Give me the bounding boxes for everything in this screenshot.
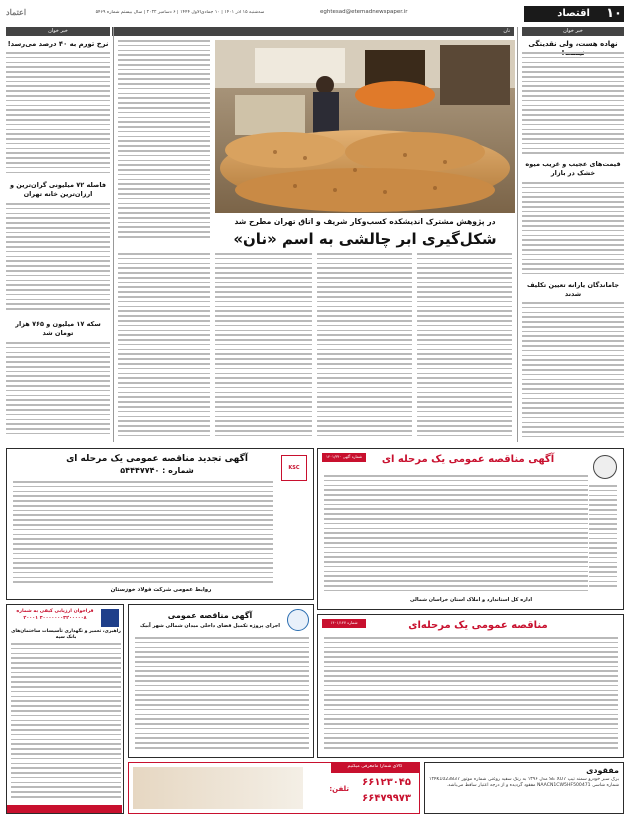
main-body-col-4 [118, 253, 210, 443]
ad-lost-document [424, 762, 624, 814]
lost-title: مفقودی [586, 766, 619, 775]
bakery-photo [215, 40, 515, 213]
left-kicker: خبر خوان [6, 27, 110, 36]
phone-caption: تلفن: [329, 785, 349, 793]
ad-left-top-footer: روابط عمومی شرکت فولاد خوزستان [110, 587, 212, 593]
ad-right-bottom-title: مناقصه عمومی یک مرحله‌ای [408, 620, 548, 631]
main-body-col-2 [317, 253, 412, 443]
ad-mid-bottom-body [135, 637, 309, 755]
main-side-text [118, 40, 210, 245]
ad-left-bottom-subtitle: راهبری، تعمیر و نگهداری تأسیسات ساختمان‌های بانک سپه [11, 629, 121, 640]
right-headline-2: قیمت‌های عجیب و غریب میوه خشک در بازار [525, 160, 621, 177]
ksc-logo-text: KSC [288, 465, 300, 471]
ad-bank-left-bottom [6, 604, 124, 814]
tender2-badge-text: شماره ۱۴۰۱/۱۴۷ [330, 620, 358, 625]
ad-right-top-footer: اداره کل استاندارد و املاک استان خراسان شمالی [409, 597, 533, 603]
website-text: eghtesad@etemadnewspaper.ir [320, 9, 408, 15]
right-headline-1: نهاده هست، ولی نقدینگی [528, 40, 618, 48]
ad-left-bottom-body [11, 643, 121, 803]
left-article-1-body [6, 52, 110, 177]
left-headline-2: فاصله ۷۲ میلیونی گران‌ترین و ارزان‌ترین خانه تهران [9, 181, 107, 198]
left-article-3-body [6, 342, 110, 442]
ad-tender-mid-bottom [128, 604, 314, 758]
bakery-photo-illustration [215, 40, 515, 213]
right-headline-3: جاماندگان یارانه تعیین تکلیف شدند [526, 281, 620, 298]
ad-left-bottom-title: فراخوان ارزیابی کیفی به شماره ۴۰۰۰۰۰۰۰۳۲۰۰۰۰۰۸ ۲۰۰۰۱ [16, 609, 94, 621]
main-kicker: نان [112, 27, 514, 36]
emblem-icon [593, 455, 617, 479]
section-title: اقتصاد [557, 8, 590, 19]
ad-right-top-body-2 [589, 485, 617, 595]
main-title: شکل‌گیری ابر چالشی به اسم «نان» [233, 230, 497, 248]
lost-body: برگ سبز خودرو سمند تیپ SE XU7 مدل ۱۳۹۶ به رنگ سفید روغنی شماره موتور ۱۲۴K1023837 شماره شاسی NAACN1CW5HF500471 مفقود گردیده و از درجه اعتبار ساقط می‌باشد. [429, 777, 619, 788]
phone-number-2: ۶۶۴۷۹۹۷۳ [362, 793, 411, 804]
ad-right-bottom-body [324, 637, 618, 755]
left-divider [113, 27, 114, 442]
municipality-logo [287, 609, 309, 631]
bank-logo [101, 609, 119, 627]
phone-number-1: ۶۶۱۲۳۰۴۵ [362, 777, 411, 788]
ad-tender-right-bottom [317, 614, 624, 758]
ad-right-top-body [324, 475, 588, 595]
newspaper-logo: اعتماد [6, 7, 27, 17]
phone-label: کالای شمارا مامعرفی میکنیم [347, 764, 403, 769]
main-body-col-3 [215, 253, 312, 443]
main-body-col-1 [417, 253, 512, 443]
ad-phone-box [128, 762, 420, 814]
page-number: ۱۰ [606, 6, 622, 21]
column-divider [517, 27, 518, 442]
bank-footer-bar [7, 805, 122, 813]
date-line: سه‌شنبه ۱۵ آذر ۱۴۰۱ | ۱۰ جمادی‌الاول ۱۴۴۴ | ۶ دسامبر ۲۰۲۲ | سال بیستم شماره ۵۴۶۹ [95, 10, 265, 15]
page-header [0, 6, 630, 22]
right-kicker: خبر خوان [522, 27, 624, 36]
right-article-3-body [522, 302, 624, 442]
ad-tender-left-top [6, 448, 314, 600]
ad-mid-bottom-title: آگهی مناقصه عمومی [167, 611, 253, 620]
ad-mid-bottom-subtitle: اجرای پروژه تکمیل فضای داخلی میدان شمالی شهر آبیک [139, 623, 281, 629]
left-article-2-body [6, 203, 110, 315]
left-headline-3: سکه ۱۷ میلیون و ۷۶۵ هزار تومان شد [15, 320, 101, 337]
advertising-photo [133, 767, 303, 809]
right-article-2-body [522, 182, 624, 277]
ad-tender-right-top [317, 448, 624, 610]
ad-left-top-body [13, 481, 273, 585]
ad-left-top-title: آگهی تجدید مناقصه عمومی یک مرحله ای [66, 454, 248, 464]
ad-right-top-title: آگهی مناقصه عمومی یک مرحله ای [381, 454, 555, 465]
tender-badge-text: شماره آگهی ۱۴۰۱/۳۴۰ [325, 454, 363, 459]
right-article-1-body [522, 52, 624, 156]
left-headline-1: نرخ تورم به ۴۰ درصد می‌رسد! [7, 40, 109, 48]
ad-left-top-subtitle: شماره : ۵۴۴۴۷۷۴۰ [120, 466, 194, 475]
main-subtitle: در پژوهش مشترک اندیشکده کسب‌وکار شریف و اتاق تهران مطرح شد [234, 217, 496, 226]
